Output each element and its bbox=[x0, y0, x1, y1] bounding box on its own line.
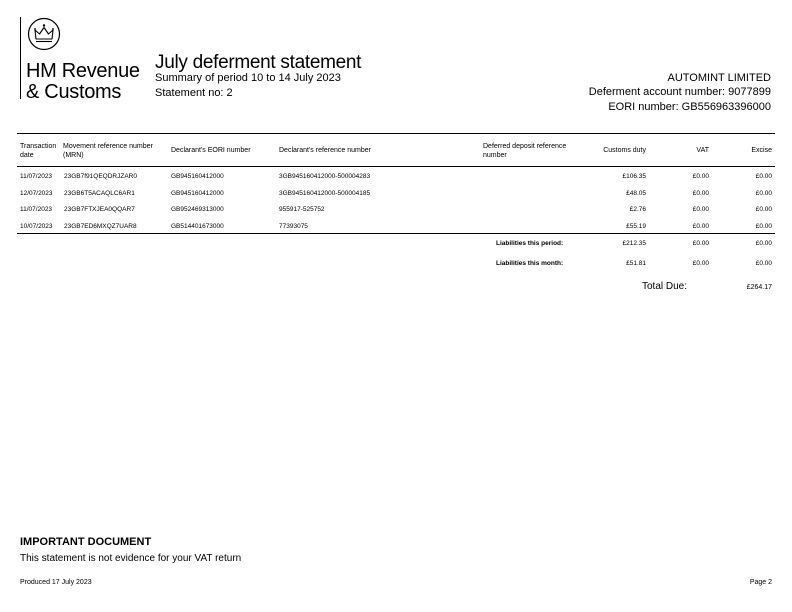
row-1-customs-duty: £106.35 bbox=[622, 173, 646, 180]
row-2-date: 12/07/2023 bbox=[20, 190, 53, 197]
total-due-value: £264.17 bbox=[746, 284, 772, 291]
row-4-excise: £0.00 bbox=[755, 223, 772, 230]
row-3-mrn: 23GB7FTXJEA0QQAR7 bbox=[64, 206, 135, 213]
header-customs-duty: Customs duty bbox=[603, 147, 646, 154]
table-top-rule bbox=[17, 133, 775, 134]
row-1-eori: GB945160412000 bbox=[171, 173, 224, 180]
row-4-mrn: 23GB7ED6MXQZ7UAR8 bbox=[64, 223, 137, 230]
row-3-eori: GB952469313000 bbox=[171, 206, 224, 213]
liabilities-month-vat: £0.00 bbox=[692, 260, 709, 267]
row-4-vat: £0.00 bbox=[692, 223, 709, 230]
total-due-label: Total Due: bbox=[642, 281, 688, 292]
row-2-excise: £0.00 bbox=[755, 190, 772, 197]
logo-divider bbox=[20, 17, 21, 99]
row-2-customs-duty: £48.05 bbox=[626, 190, 646, 197]
row-1-reference: 3GB945160412000-500004283 bbox=[279, 173, 371, 180]
row-3-vat: £0.00 bbox=[692, 206, 709, 213]
brand-name-line1: HM Revenue bbox=[26, 60, 140, 82]
liabilities-period-excise: £0.00 bbox=[755, 240, 772, 247]
header-transaction-date: Transaction date bbox=[20, 143, 57, 159]
statement-summary: Summary of period 10 to 14 July 2023 bbox=[155, 72, 341, 84]
row-2-mrn: 23GB6T5ACAQLC6AR1 bbox=[64, 190, 135, 197]
statement-number: Statement no: 2 bbox=[155, 87, 233, 99]
liabilities-period-customs-duty: £212.35 bbox=[622, 240, 646, 247]
row-3-date: 11/07/2023 bbox=[20, 206, 53, 213]
crown-crest-icon bbox=[27, 17, 61, 51]
liabilities-period-vat: £0.00 bbox=[692, 240, 709, 247]
header-bottom-rule bbox=[17, 166, 775, 167]
row-3-excise: £0.00 bbox=[755, 206, 772, 213]
liabilities-period-label: Liabilities this period: bbox=[496, 240, 564, 247]
row-3-reference: 955917-525752 bbox=[279, 206, 325, 213]
row-1-excise: £0.00 bbox=[755, 173, 772, 180]
row-4-date: 10/07/2023 bbox=[20, 223, 53, 230]
statement-title: July deferment statement bbox=[155, 52, 362, 73]
row-1-mrn: 23GB7f91QEQDRJZAR0 bbox=[64, 173, 137, 180]
page-number: Page 2 bbox=[749, 579, 772, 586]
header-declarant-reference: Declarant's reference number bbox=[279, 147, 371, 154]
row-2-eori: GB945160412000 bbox=[171, 190, 224, 197]
important-document-heading: IMPORTANT DOCUMENT bbox=[20, 536, 152, 548]
produced-date: Produced 17 July 2023 bbox=[20, 579, 92, 586]
row-2-vat: £0.00 bbox=[692, 190, 709, 197]
header-deferred-deposit-reference: Deferred deposit reference number bbox=[483, 143, 567, 159]
row-4-reference: 77393075 bbox=[279, 223, 308, 230]
liabilities-month-customs-duty: £51.81 bbox=[626, 260, 646, 267]
row-3-customs-duty: £2.76 bbox=[629, 206, 646, 213]
row-4-customs-duty: £55.19 bbox=[626, 223, 646, 230]
eori-number: EORI number: GB556963396000 bbox=[608, 101, 771, 113]
row-1-vat: £0.00 bbox=[692, 173, 709, 180]
liabilities-month-label: Liabilities this month: bbox=[496, 260, 564, 267]
liabilities-month-excise: £0.00 bbox=[755, 260, 772, 267]
header-excise: Excise bbox=[751, 147, 772, 154]
header-declarant-eori: Declarant's EORI number bbox=[171, 147, 251, 154]
header-vat: VAT bbox=[696, 147, 709, 154]
row-4-eori: GB514401673000 bbox=[171, 223, 224, 230]
row-1-date: 11/07/2023 bbox=[20, 173, 53, 180]
row-2-reference: 3GB945160412000-500004185 bbox=[279, 190, 371, 197]
deferment-account-number: Deferment account number: 9077899 bbox=[588, 86, 771, 98]
important-document-text: This statement is not evidence for your VAT return bbox=[20, 553, 242, 564]
company-name: AUTOMINT LIMITED bbox=[667, 72, 771, 84]
header-mrn: Movement reference number (MRN) bbox=[63, 143, 153, 159]
table-bottom-rule bbox=[17, 233, 775, 234]
brand-name-line2: & Customs bbox=[26, 81, 122, 103]
